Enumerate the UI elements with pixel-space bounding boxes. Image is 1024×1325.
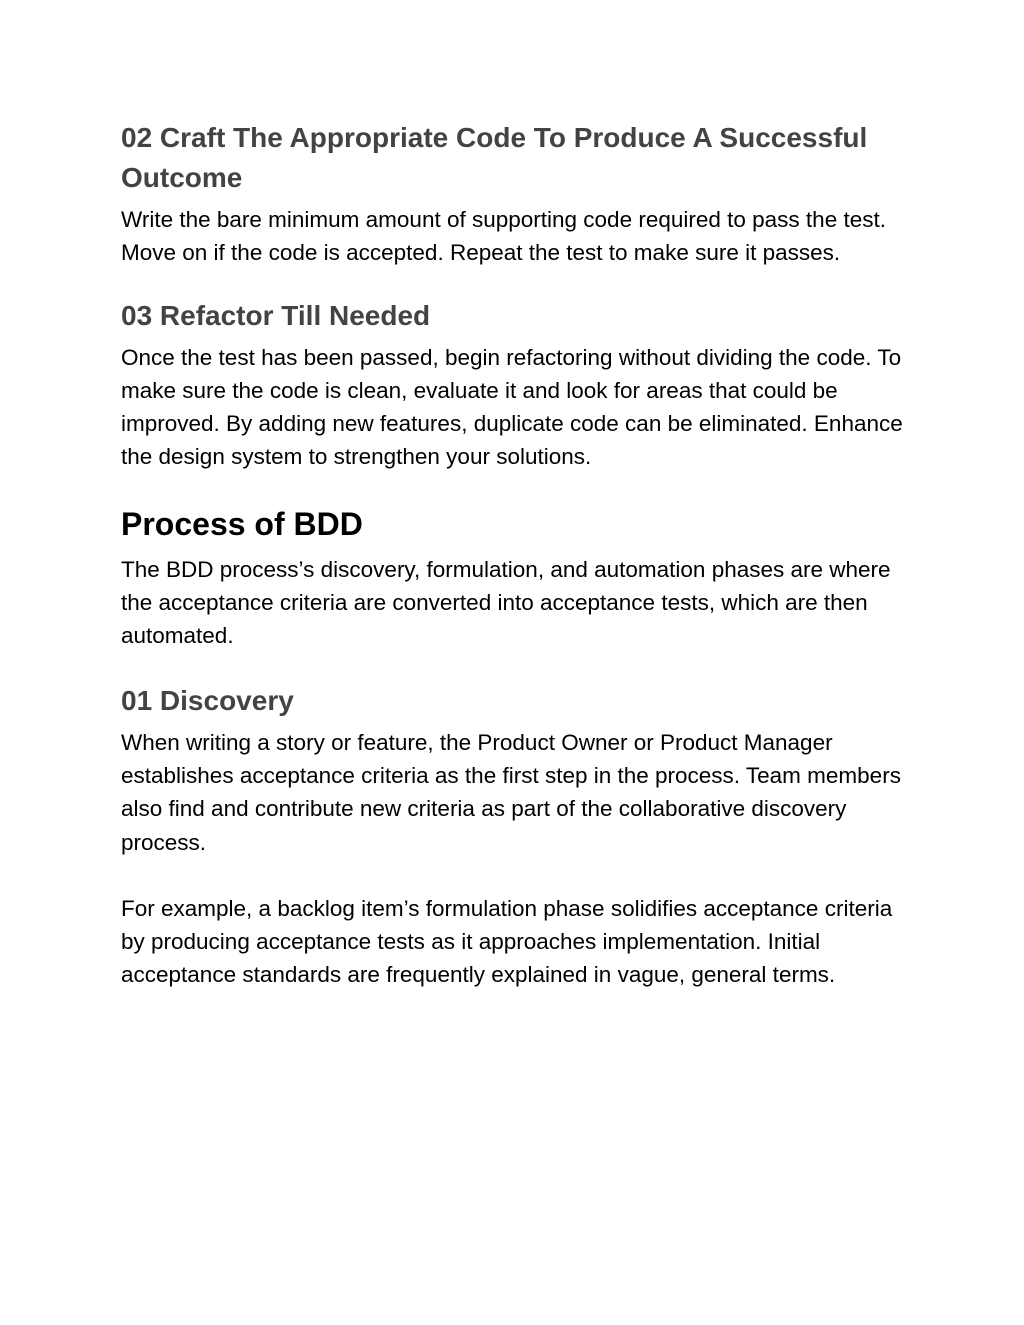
- craft-code-paragraph: Write the bare minimum amount of supporting code required to pass the test. Move on if the code is accepted. Repeat the test to make sure it passes.: [121, 207, 886, 266]
- document-content: [121, 118, 911, 992]
- discovery-heading: 01 Discovery: [121, 684, 294, 716]
- craft-code-heading: 02 Craft The Appropriate Code To Produce A Successful Outcome: [121, 122, 868, 193]
- refactor-heading: 03 Refactor Till Needed: [121, 299, 431, 331]
- process-of-bdd-paragraph: The BDD process’s discovery, formulation, and automation phases are where the acceptance criteria are converted into acceptance tests, which are then automated.: [121, 556, 891, 649]
- discovery-paragraph-1: When writing a story or feature, the Product Owner or Product Manager establishes acceptance criteria as the first step in the process. Team members also find and contribute new criteria as part of the collaborative discovery process.: [121, 729, 901, 855]
- discovery-paragraph-2: For example, a backlog item’s formulation phase solidifies acceptance criteria by producing acceptance tests as it approaches implementation. Initial acceptance standards are frequently explained in vague, general terms.: [121, 895, 893, 988]
- process-of-bdd-heading: Process of BDD: [121, 505, 363, 542]
- refactor-paragraph: Once the test has been passed, begin refactoring without dividing the code. To make sure the code is clean, evaluate it and look for areas that could be improved. By adding new features, duplicate code can be eliminated. Enhance the design system to strengthen your solutions.: [121, 344, 903, 470]
